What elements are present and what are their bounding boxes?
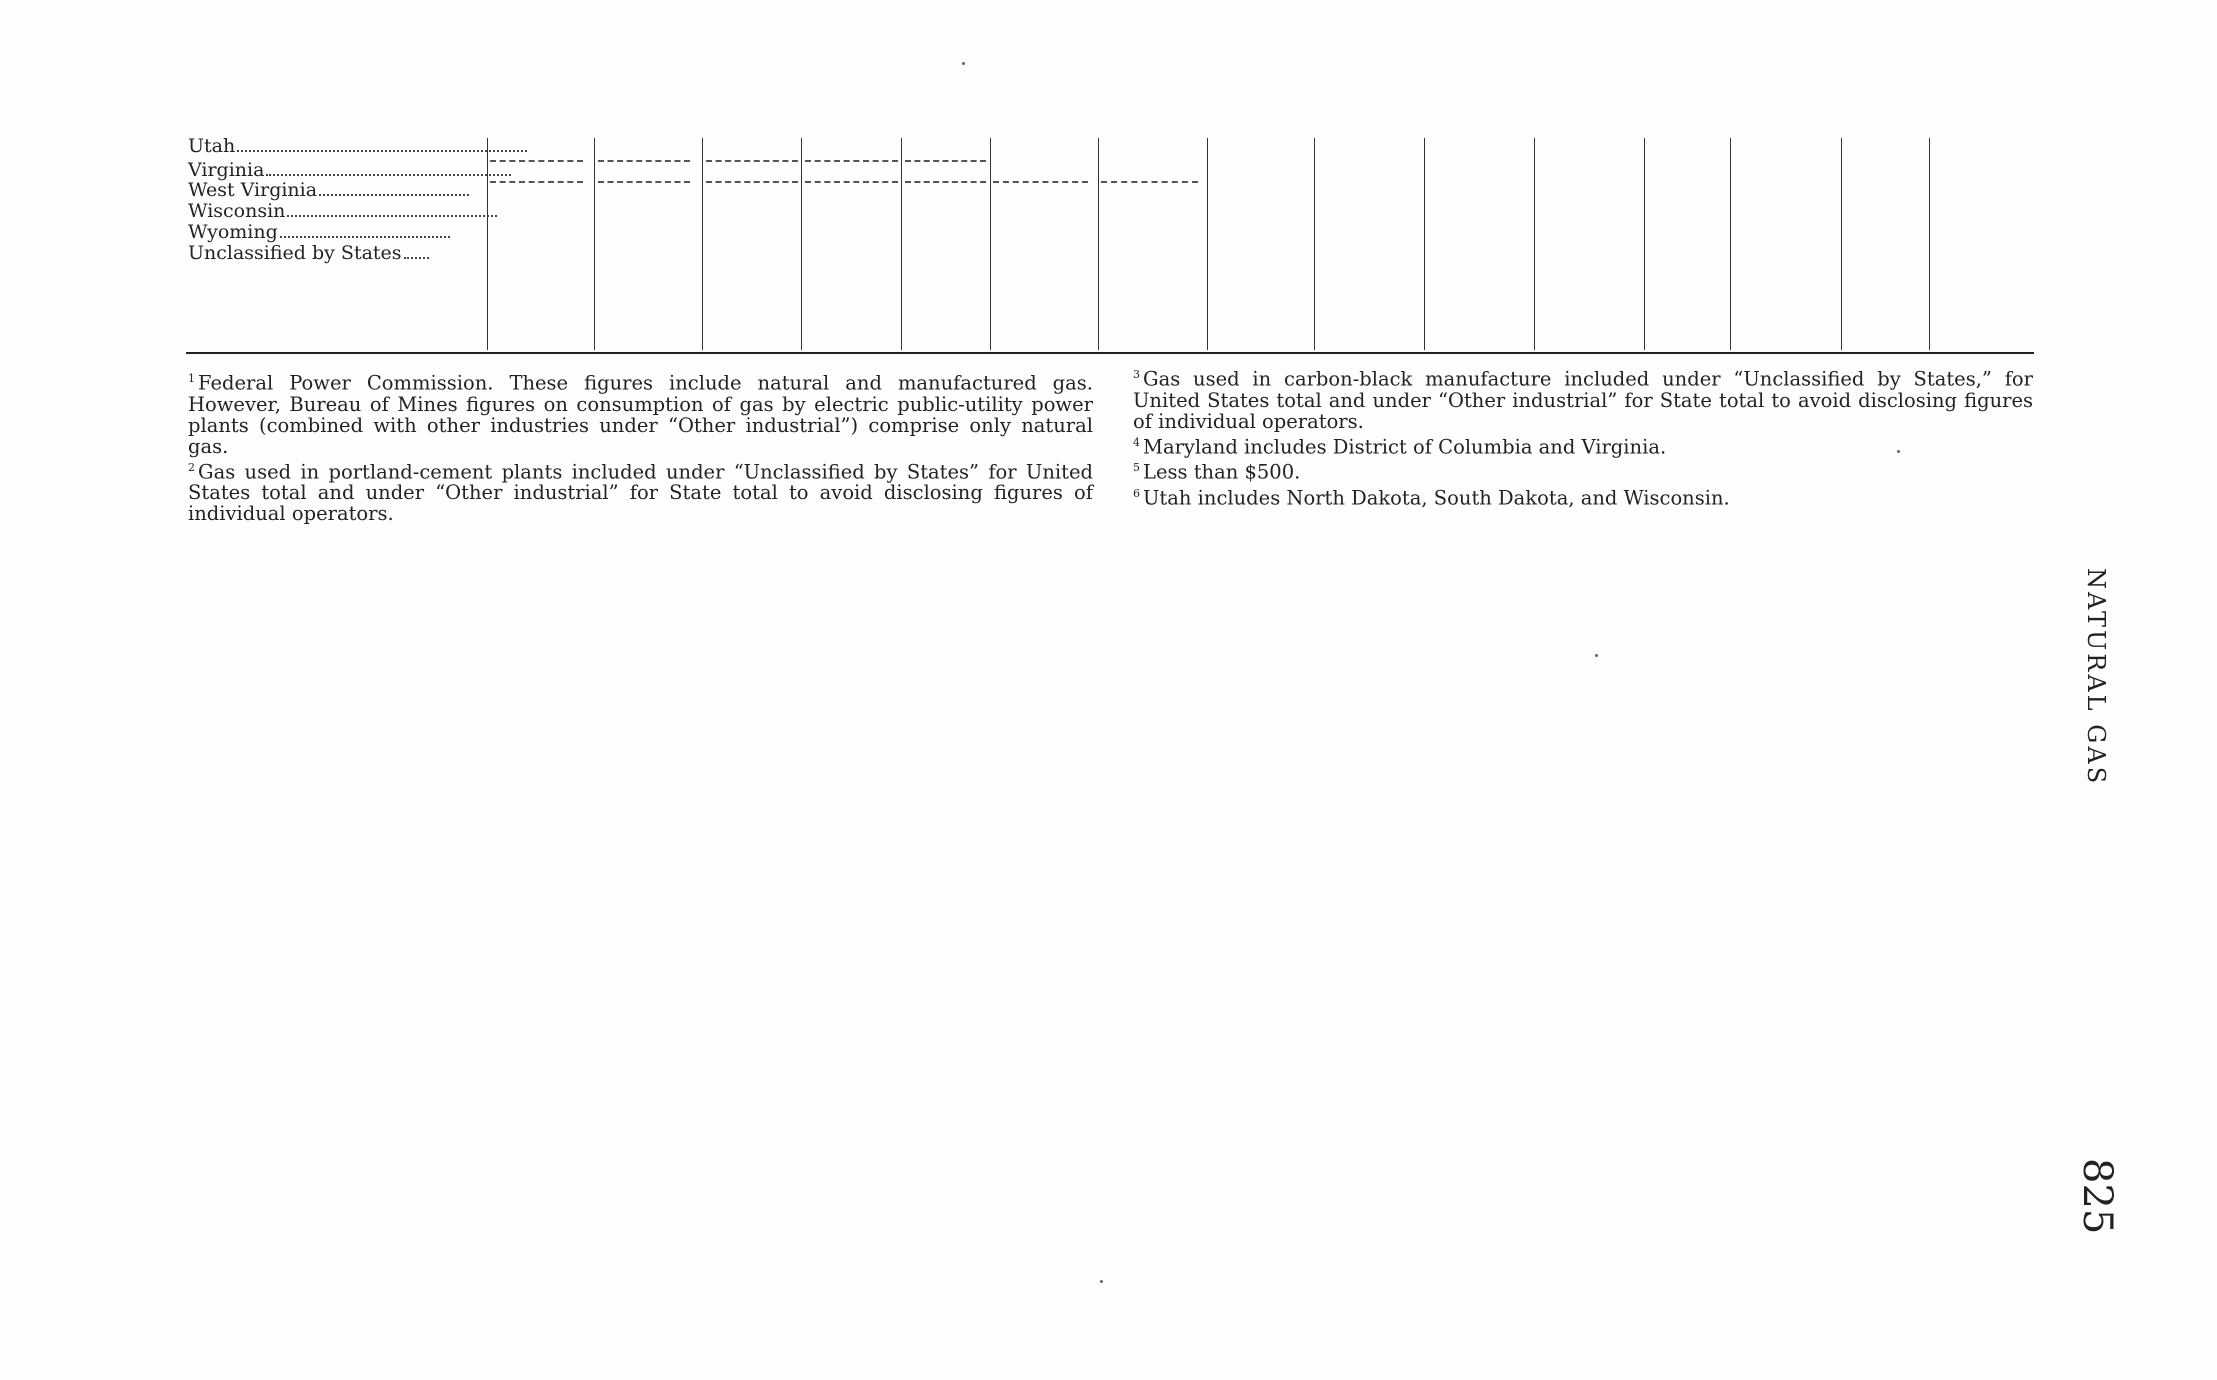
footnote-marker: 6	[1133, 486, 1140, 500]
row-label-text: Utah	[188, 135, 236, 157]
row-label-text: Unclassified by States	[188, 242, 402, 264]
column-rule	[1207, 138, 1208, 350]
column-rule	[702, 138, 703, 350]
empty-cell-dash	[598, 181, 690, 183]
row-label-text: West Virginia	[188, 179, 318, 201]
footnote-text: Federal Power Commission. These figures include natural and manufactured gas. However, Bureau of Mines figures on consumption of gas by electric public-utility power plants (combined with other industries under “Other industrial”) comprise only natural gas.	[188, 371, 1093, 458]
leader-dots	[266, 162, 511, 176]
column-rule	[1314, 138, 1315, 350]
footnote-text: Gas used in portland-cement plants included under “Unclassified by States” for United States total and under “Other industrial” for State total to avoid disclosing figures of individual operators.	[188, 460, 1093, 525]
column-rule	[594, 138, 595, 350]
footnote-marker: 4	[1133, 435, 1140, 449]
footnote-3	[1133, 364, 2033, 432]
empty-cell-dash	[1101, 181, 1198, 183]
table-bottom-rule	[186, 352, 2034, 354]
scan-speck	[962, 62, 965, 65]
footnote-text: Less than $500.	[1143, 460, 1301, 484]
column-rule	[1098, 138, 1099, 350]
footnote-text: Gas used in carbon-black manufacture included under “Unclassified by States,” for United States total and under “Other industrial” for State total to avoid disclosing figures of individual operators.	[1133, 367, 2033, 433]
footnote-marker: 5	[1133, 461, 1140, 474]
row-label	[188, 243, 429, 263]
footnote-marker: 1	[188, 372, 195, 385]
footnote-2	[188, 457, 1093, 525]
empty-cell-dash	[490, 181, 583, 183]
column-rule	[1644, 138, 1645, 350]
scan-speck	[1595, 654, 1598, 657]
footnote-text: Utah includes North Dakota, South Dakota, and Wisconsin.	[1143, 486, 1730, 509]
footnote-text: Maryland includes District of Columbia and Virginia.	[1143, 435, 1667, 458]
leader-dots	[287, 203, 497, 217]
column-rule	[1730, 138, 1731, 350]
row-label-text: Wyoming	[188, 221, 278, 243]
leader-dots	[237, 138, 527, 152]
empty-cell-dash	[598, 160, 690, 162]
column-rule	[801, 138, 802, 350]
footnote-marker: 3	[1133, 368, 1140, 381]
footnote-1	[188, 368, 1093, 457]
empty-cell-dash	[905, 181, 986, 183]
empty-cell-dash	[706, 160, 798, 162]
leader-dots	[280, 224, 450, 238]
column-rule	[1841, 138, 1842, 350]
empty-cell-dash	[805, 181, 898, 183]
column-rule	[901, 138, 902, 350]
empty-cell-dash	[993, 181, 1088, 183]
scan-speck	[1897, 450, 1900, 453]
leader-dots	[404, 245, 429, 259]
empty-cell-dash	[805, 160, 898, 162]
row-label	[188, 201, 497, 221]
row-label-text: Wisconsin	[188, 200, 286, 222]
row-label	[188, 160, 511, 180]
footnotes-right	[1133, 364, 2033, 508]
footnote-6	[1133, 483, 2033, 509]
row-label-text: Virginia	[188, 159, 265, 181]
row-label	[188, 136, 527, 156]
leader-dots	[319, 182, 469, 196]
column-rule	[1424, 138, 1425, 350]
empty-cell-dash	[905, 160, 986, 162]
running-head: NATURAL GAS	[2082, 568, 2110, 787]
footnotes-left	[188, 368, 1093, 524]
scan-speck	[1100, 1280, 1103, 1283]
row-label	[188, 222, 450, 242]
column-rule	[990, 138, 991, 350]
footnote-4	[1133, 432, 2033, 458]
footnote-5	[1133, 457, 2033, 483]
page-number: 825	[2074, 1158, 2120, 1235]
empty-cell-dash	[490, 160, 583, 162]
column-rule	[1534, 138, 1535, 350]
empty-cell-dash	[706, 181, 798, 183]
row-label	[188, 180, 469, 200]
column-rule	[1929, 138, 1930, 350]
footnote-marker: 2	[188, 460, 195, 474]
